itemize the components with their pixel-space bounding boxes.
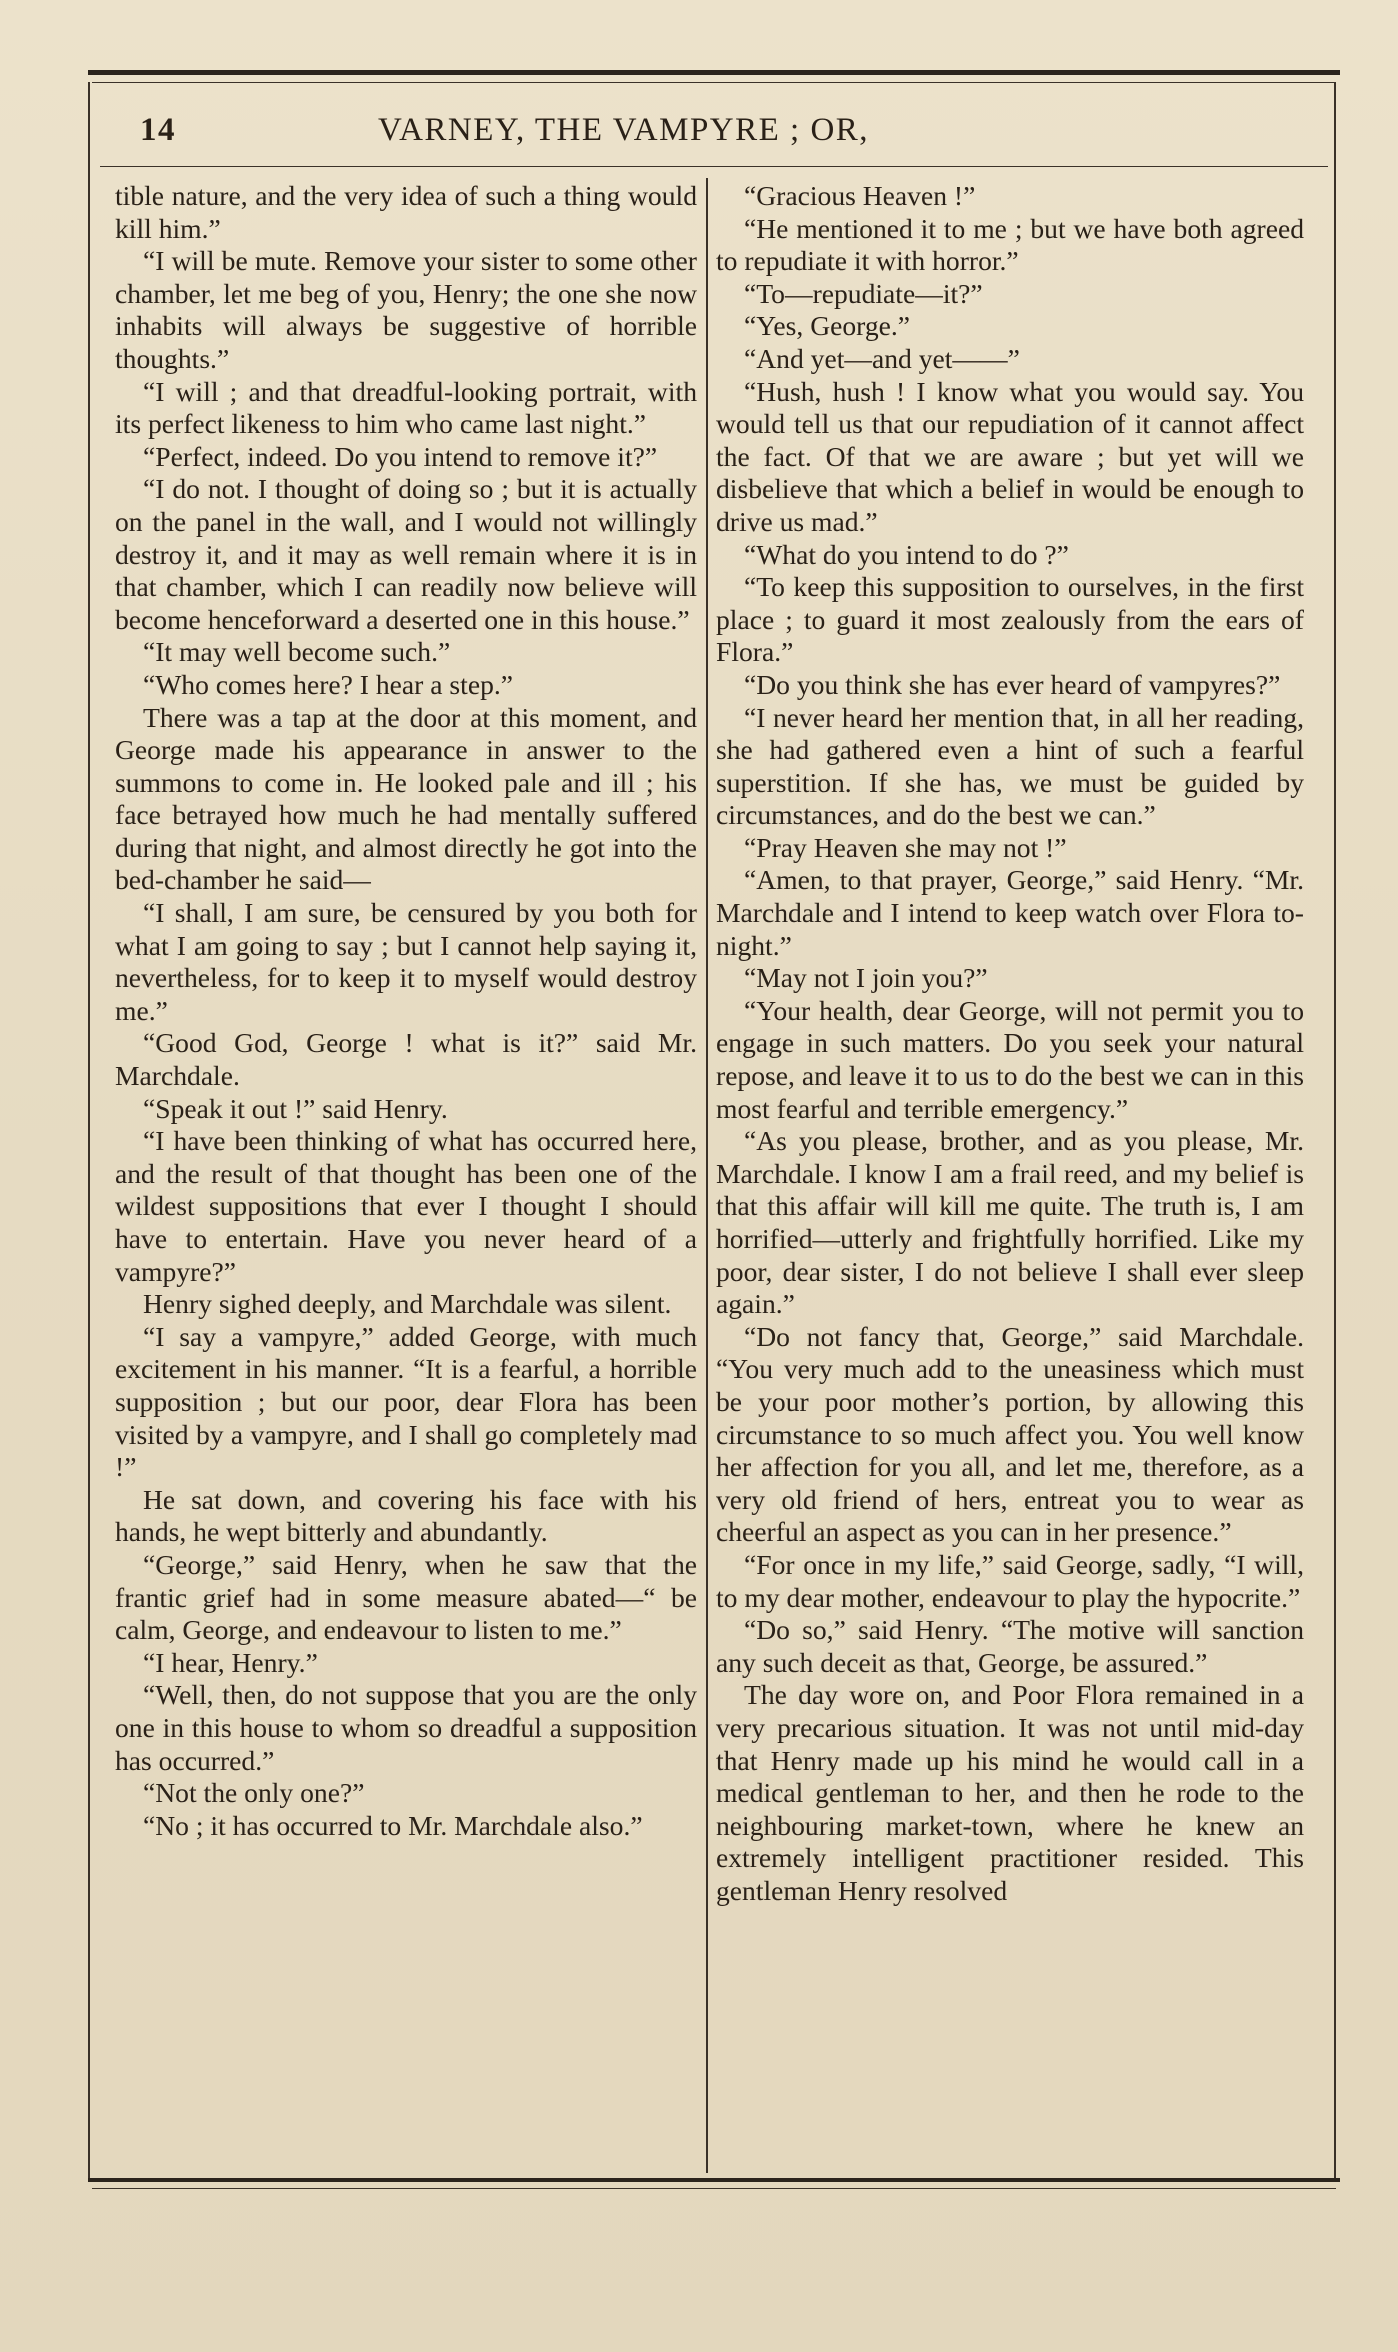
left-column-paragraph: He sat down, and covering his face with his hands, he wept bitterly and abundantly. <box>115 1483 697 1548</box>
left-column-paragraph: “Who comes here? I hear a step.” <box>143 668 514 700</box>
right-column-paragraph: “As you please, brother, and as you please, Mr. Marchdale. I know I am a frail reed, and my belief is that this affair will kill me quite. The truth is, I am horrified—utterly and frightfully horrified. Like my poor, dear sister, I do not believe I shall ever sleep again.” <box>716 1125 1304 1320</box>
running-title: VARNEY, THE VAMPYRE ; OR, <box>378 112 870 148</box>
right-column-paragraph: The day wore on, and Poor Flora remained in a very precarious situation. It was not until mid-day that Henry made up his mind he would call in a medical gentleman to her, and then he rode to the neighbouring market-town, where he knew an extremely intelligent practitioner resided. This gentleman Henry resolved <box>716 1679 1304 1906</box>
left-column-paragraph: “George,” said Henry, when he saw that the frantic grief had in some measure abated—“ be calm, George, and endeavour to listen to me.” <box>115 1548 697 1646</box>
right-column-paragraph: “And yet—and yet——” <box>744 342 1020 374</box>
left-column-paragraph: “I will ; and that dreadful-looking portrait, with its perfect likeness to him who came last night.” <box>115 375 697 440</box>
right-column <box>716 180 1304 2175</box>
right-column-paragraph: “Pray Heaven she may not !” <box>744 831 1067 863</box>
right-column-paragraph: “Hush, hush ! I know what you would say. You would tell us that our repudiation of it cannot affect the fact. Of that we are aware ; but yet will we disbelieve that which a belief in would be enough to drive us mad.” <box>716 375 1304 537</box>
left-column <box>115 180 697 2175</box>
left-column-paragraph: “Perfect, indeed. Do you intend to remove it?” <box>143 440 658 472</box>
right-border <box>1334 82 1336 2180</box>
left-column-paragraph: “I say a vampyre,” added George, with much excitement in his manner. “It is a fearful, a horrible supposition ; but our poor, dear Flora has been visited by a vampyre, and I shall go completely mad !” <box>115 1320 697 1483</box>
right-column-paragraph: “May not I join you?” <box>744 962 988 994</box>
left-column-paragraph: “No ; it has occurred to Mr. Marchdale also.” <box>143 1809 643 1841</box>
right-column-paragraph: “To—repudiate—it?” <box>744 277 983 309</box>
left-column-paragraph: “Speak it out !” said Henry. <box>143 1092 448 1124</box>
left-column-paragraph: tible nature, and the very idea of such a thing would kill him.” <box>115 180 697 244</box>
right-column-paragraph: “To keep this supposition to ourselves, in the first place ; to guard it most zealously from the ears of Flora.” <box>716 571 1304 668</box>
right-column-paragraph: “For once in my life,” said George, sadly, “I will, to my dear mother, endeavour to play the hypocrite.” <box>716 1548 1304 1613</box>
top-border-thin <box>92 82 1336 83</box>
running-header <box>140 112 1300 162</box>
left-column-paragraph: There was a tap at the door at this moment, and George made his appearance in answer to the summons to come in. He looked pale and ill ; his face betrayed how much he had mentally suffered during that night, and almost directly he got into the bed-chamber he said— <box>115 701 697 896</box>
left-column-paragraph: “It may well become such.” <box>143 636 451 668</box>
left-column-paragraph: “I will be mute. Remove your sister to some other chamber, let me beg of you, Henry; the one she now inhabits will always be suggestive of horrible thoughts.” <box>115 245 697 374</box>
column-divider <box>706 178 708 2173</box>
right-column-paragraph: “Do so,” said Henry. “The motive will sanction any such deceit as that, George, be assured.” <box>716 1614 1304 1678</box>
right-column-paragraph: “Yes, George.” <box>744 310 911 342</box>
right-column-paragraph: “Do not fancy that, George,” said Marchdale. “You very much add to the uneasiness which must be your poor mother’s portion, by allowing this circumstance to so much affect you. You well know her affection for you all, and let me, therefore, as a very old friend of hers, entreat you to wear as cheerful an aspect as you can in her presence.” <box>716 1320 1304 1548</box>
right-column-paragraph: “Do you think she has ever heard of vampyres?” <box>744 668 1281 700</box>
right-column-paragraph: “Amen, to that prayer, George,” said Henry. “Mr. Marchdale and I intend to keep watch over Flora to-night.” <box>716 864 1304 961</box>
bottom-border-thin <box>92 2188 1336 2189</box>
right-column-paragraph: “He mentioned it to me ; but we have both agreed to repudiate it with horror.” <box>716 212 1304 277</box>
right-column-paragraph: “Your health, dear George, will not permit you to engage in such matters. Do you seek your natural repose, and leave it to us to do the best we can in this most fearful and terrible emergency.” <box>716 994 1304 1124</box>
bottom-border-thick <box>88 2178 1340 2182</box>
page-number: 14 <box>140 112 176 148</box>
left-column-paragraph: “Good God, George ! what is it?” said Mr. Marchdale. <box>115 1027 697 1092</box>
right-column-paragraph: “Gracious Heaven !” <box>744 180 976 211</box>
left-border <box>88 82 90 2180</box>
left-column-paragraph: Henry sighed deeply, and Marchdale was silent. <box>143 1288 672 1320</box>
top-border-thick <box>88 70 1340 75</box>
left-column-paragraph: “I shall, I am sure, be censured by you both for what I am going to say ; but I cannot help saying it, nevertheless, for to keep it to myself would destroy me.” <box>115 897 697 1026</box>
left-column-paragraph: “I hear, Henry.” <box>143 1646 318 1678</box>
left-column-paragraph: “Well, then, do not suppose that you are the only one in this house to whom so dreadful a supposition has occurred.” <box>115 1679 697 1776</box>
right-column-paragraph: “What do you intend to do ?” <box>744 538 1069 570</box>
left-column-paragraph: “I have been thinking of what has occurred here, and the result of that thought has been one of the wildest suppositions that ever I thought I should have to entertain. Have you never heard of a vampyre?” <box>115 1125 697 1287</box>
right-column-paragraph: “I never heard her mention that, in all her reading, she had gathered even a hint of such a fearful superstition. If she has, we must be guided by circumstances, and do the best we can.” <box>716 701 1304 831</box>
left-column-paragraph: “Not the only one?” <box>143 1777 365 1809</box>
header-rule <box>100 166 1328 167</box>
left-column-paragraph: “I do not. I thought of doing so ; but it is actually on the panel in the wall, and I would not willingly destroy it, and it may as well remain where it is in that chamber, which I can readily now believe will become henceforward a deserted one in this house.” <box>115 473 697 635</box>
